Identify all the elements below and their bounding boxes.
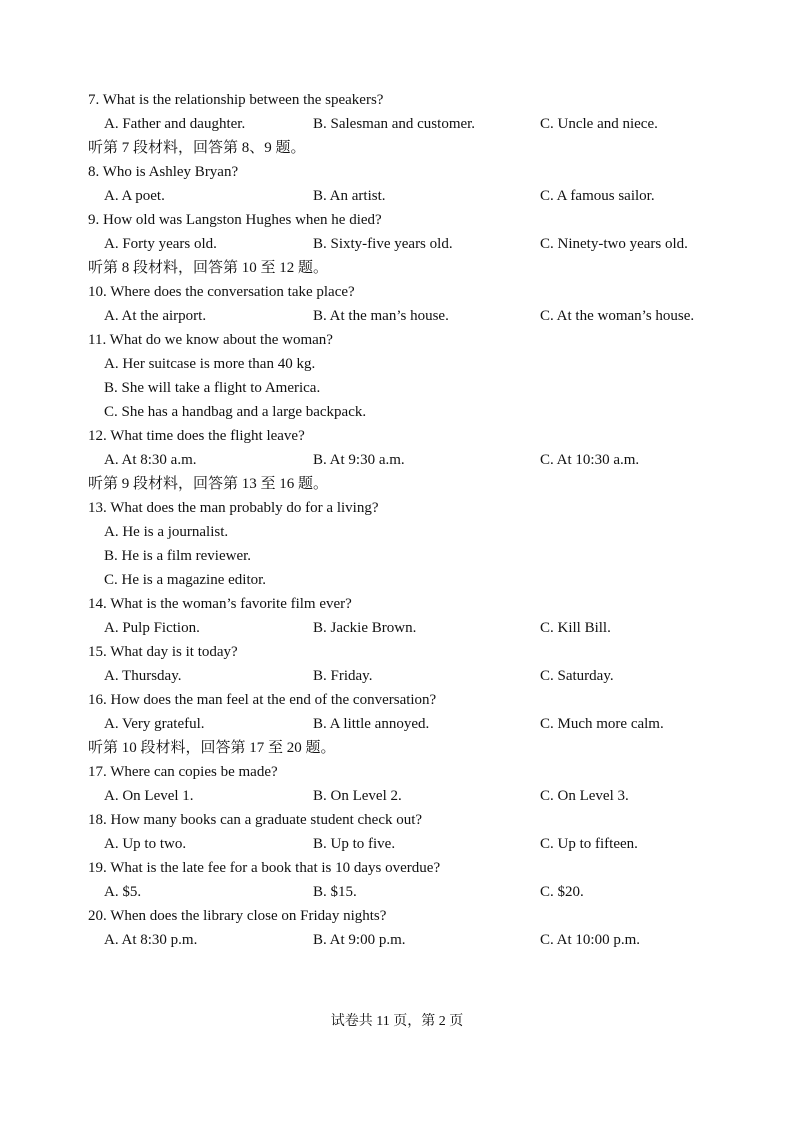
question-text: 14. What is the woman’s favorite film ever?	[88, 596, 352, 612]
answer-option-a: A. Father and daughter.	[104, 116, 246, 132]
answer-option: A. Her suitcase is more than 40 kg.	[104, 356, 316, 372]
answer-option: B. She will take a flight to America.	[104, 380, 321, 396]
answer-option-b: B. Up to five.	[313, 836, 396, 852]
answer-options-row	[104, 448, 754, 472]
answer-option-c: C. Uncle and niece.	[540, 116, 658, 132]
section-instruction: 听第 9 段材料，回答第 13 至 16 题。	[88, 476, 329, 492]
answer-option-a: A. On Level 1.	[104, 788, 194, 804]
answer-option-a: A. Forty years old.	[104, 236, 217, 252]
question-text: 10. Where does the conversation take place?	[88, 284, 355, 300]
answer-option-a: A. At the airport.	[104, 308, 207, 324]
answer-options-row	[104, 832, 754, 856]
answer-option-b: B. Friday.	[313, 668, 373, 684]
answer-options-row	[104, 304, 754, 328]
page-footer: 试卷共 11 页，第 2 页	[330, 1014, 464, 1029]
answer-option-c: C. At 10:00 p.m.	[540, 932, 641, 948]
answer-option-b: B. A little annoyed.	[313, 716, 430, 732]
answer-option-a: A. At 8:30 p.m.	[104, 932, 198, 948]
answer-option-b: B. At the man’s house.	[313, 308, 449, 324]
answer-option-b: B. On Level 2.	[313, 788, 402, 804]
answer-option-a: A. Pulp Fiction.	[104, 620, 200, 636]
answer-option-a: A. At 8:30 a.m.	[104, 452, 197, 468]
question-text: 16. How does the man feel at the end of the conversation?	[88, 692, 437, 708]
answer-option-c: C. $20.	[540, 884, 584, 900]
answer-option-c: C. On Level 3.	[540, 788, 629, 804]
answer-option-a: A. A poet.	[104, 188, 165, 204]
answer-options-row	[104, 232, 754, 256]
question-text: 17. Where can copies be made?	[88, 764, 278, 780]
answer-options-row	[104, 112, 754, 136]
answer-option-b: B. At 9:30 a.m.	[313, 452, 405, 468]
answer-option-c: C. Saturday.	[540, 668, 614, 684]
answer-option-b: B. An artist.	[313, 188, 386, 204]
answer-option-c: C. Up to fifteen.	[540, 836, 638, 852]
question-text: 12. What time does the flight leave?	[88, 428, 305, 444]
answer-options-row	[104, 712, 754, 736]
answer-options-row	[104, 184, 754, 208]
answer-option-b: B. $15.	[313, 884, 357, 900]
question-text: 8. Who is Ashley Bryan?	[88, 164, 239, 180]
answer-option-c: C. At the woman’s house.	[540, 308, 695, 324]
answer-options-row	[104, 880, 754, 904]
answer-option-a: A. Thursday.	[104, 668, 182, 684]
answer-options-row	[104, 664, 754, 688]
question-text: 7. What is the relationship between the speakers?	[88, 92, 384, 108]
question-text: 20. When does the library close on Friday nights?	[88, 908, 387, 924]
question-text: 9. How old was Langston Hughes when he died?	[88, 212, 382, 228]
answer-option-c: C. At 10:30 a.m.	[540, 452, 640, 468]
section-instruction: 听第 7 段材料，回答第 8、9 题。	[88, 140, 306, 156]
answer-option: C. He is a magazine editor.	[104, 572, 267, 588]
question-text: 11. What do we know about the woman?	[88, 332, 333, 348]
question-text: 13. What does the man probably do for a living?	[88, 500, 379, 516]
answer-option: A. He is a journalist.	[104, 524, 229, 540]
answer-options-row	[104, 616, 754, 640]
answer-option-a: A. Very grateful.	[104, 716, 205, 732]
answer-option-b: B. Salesman and customer.	[313, 116, 476, 132]
answer-option: B. He is a film reviewer.	[104, 548, 252, 564]
answer-option: C. She has a handbag and a large backpack.	[104, 404, 367, 420]
answer-option-c: C. Much more calm.	[540, 716, 664, 732]
question-text: 19. What is the late fee for a book that is 10 days overdue?	[88, 860, 441, 876]
answer-option-c: C. Kill Bill.	[540, 620, 611, 636]
question-text: 15. What day is it today?	[88, 644, 238, 660]
answer-option-a: A. $5.	[104, 884, 142, 900]
answer-option-b: B. At 9:00 p.m.	[313, 932, 406, 948]
answer-option-b: B. Sixty-five years old.	[313, 236, 453, 252]
answer-option-c: C. Ninety-two years old.	[540, 236, 688, 252]
question-text: 18. How many books can a graduate student check out?	[88, 812, 423, 828]
answer-options-row	[104, 784, 754, 808]
answer-option-c: C. A famous sailor.	[540, 188, 655, 204]
answer-option-b: B. Jackie Brown.	[313, 620, 417, 636]
section-instruction: 听第 8 段材料，回答第 10 至 12 题。	[88, 260, 329, 276]
answer-option-a: A. Up to two.	[104, 836, 187, 852]
section-instruction: 听第 10 段材料，回答第 17 至 20 题。	[88, 740, 336, 756]
answer-options-row	[104, 928, 754, 952]
